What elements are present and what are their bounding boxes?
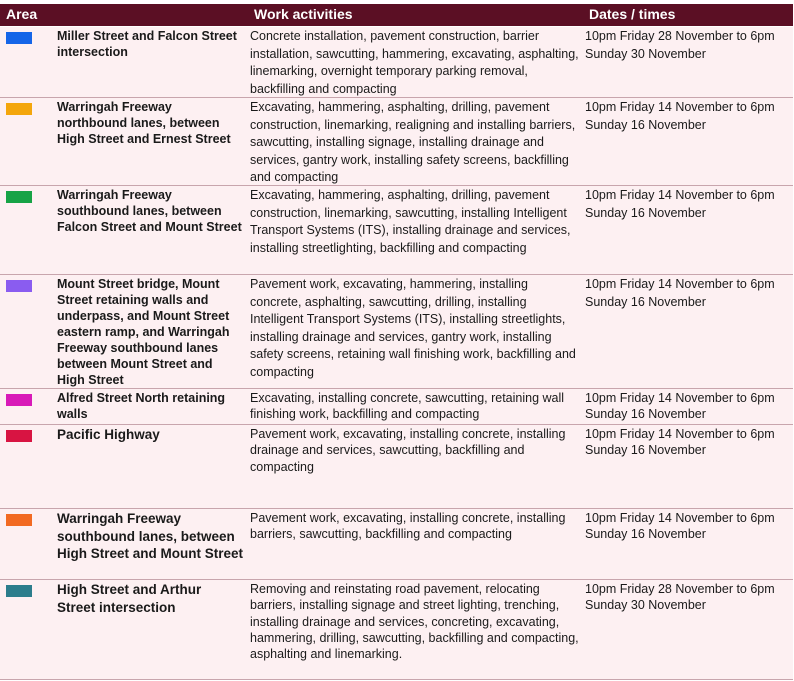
area-color-swatch — [6, 32, 32, 44]
work-activities: Concrete installation, pavement construction, barrier installation, sawcutting, hammering, excavating, asphalting, linemarking, overnight temporary parking removal, backfilling and compacting — [250, 29, 579, 96]
area-name: Mount Street bridge, Mount Street retaining walls and underpass, and Mount Street eastern ramp, and Warringah Freeway southbound lanes between Mount Street and High Street — [57, 277, 230, 387]
table-row — [0, 275, 793, 389]
dates-times: 10pm Friday 14 November to 6pm Sunday 16 November — [585, 188, 775, 220]
table-row — [0, 27, 793, 98]
table-row — [0, 389, 793, 425]
area-name: Warringah Freeway southbound lanes, between High Street and Mount Street — [57, 511, 244, 561]
area-color-swatch — [6, 103, 32, 115]
area-name: High Street and Arthur Street intersection — [57, 582, 202, 615]
work-activities: Excavating, installing concrete, sawcutting, retaining wall finishing work, backfilling and compacting — [250, 391, 565, 422]
table-row — [0, 425, 793, 509]
area-name: Warringah Freeway southbound lanes, between Falcon Street and Mount Street — [57, 188, 242, 234]
area-name: Alfred Street North retaining walls — [57, 391, 226, 421]
area-color-swatch — [6, 191, 32, 203]
dates-times: 10pm Friday 14 November to 6pm Sunday 16 November — [585, 427, 775, 458]
work-activities: Pavement work, excavating, installing concrete, installing barriers, sawcutting, backfilling and compacting — [250, 511, 566, 542]
dates-times: 10pm Friday 14 November to 6pm Sunday 16 November — [585, 511, 775, 542]
table-row — [0, 186, 793, 275]
table-row — [0, 98, 793, 186]
work-activities: Pavement work, excavating, hammering, installing concrete, asphalting, sawcutting, drilling, installing Intelligent Transport Systems (ITS), installing streetlights, installing drainage and services, gantry work, installing safety screens, retaining wall finishing work, backfilling and compacting — [250, 277, 576, 379]
area-name: Pacific Highway — [57, 427, 160, 442]
dates-times: 10pm Friday 14 November to 6pm Sunday 16 November — [585, 391, 775, 422]
work-activities: Excavating, hammering, asphalting, drilling, pavement construction, linemarking, realigning and installing barriers, sawcutting, installing signage, installing drainage and services, gantry work, installing safety screens, backfilling and compacting — [250, 100, 576, 184]
area-color-swatch — [6, 514, 32, 526]
table-header — [0, 4, 793, 26]
area-name: Miller Street and Falcon Street intersection — [57, 29, 237, 59]
dates-times: 10pm Friday 28 November to 6pm Sunday 30 November — [585, 29, 775, 61]
area-name: Warringah Freeway northbound lanes, between High Street and Ernest Street — [57, 100, 231, 146]
area-color-swatch — [6, 394, 32, 406]
work-activities: Removing and reinstating road pavement, relocating barriers, installing signage and street lighting, trenching, installing drainage and services, concreting, excavating, hammering, drilling, sawcutting, backfilling and compacting, asphalting and linemarking. — [250, 582, 579, 662]
header-work-activities: Work activities — [254, 6, 353, 22]
area-color-swatch — [6, 430, 32, 442]
dates-times: 10pm Friday 28 November to 6pm Sunday 30 November — [585, 582, 775, 613]
table-row — [0, 509, 793, 580]
area-color-swatch — [6, 280, 32, 292]
dates-times: 10pm Friday 14 November to 6pm Sunday 16 November — [585, 277, 775, 309]
header-area: Area — [6, 6, 38, 22]
dates-times: 10pm Friday 14 November to 6pm Sunday 16 November — [585, 100, 775, 132]
header-dates-times: Dates / times — [589, 6, 676, 22]
work-activities: Excavating, hammering, asphalting, drilling, pavement construction, linemarking, sawcutting, installing Intelligent Transport Systems (ITS), installing drainage and services, installing streetlighting, backfilling and compacting — [250, 188, 571, 255]
table-row — [0, 580, 793, 680]
area-color-swatch — [6, 585, 32, 597]
work-activities: Pavement work, excavating, installing concrete, installing drainage and services, sawcutting, backfilling and compacting — [250, 427, 566, 474]
